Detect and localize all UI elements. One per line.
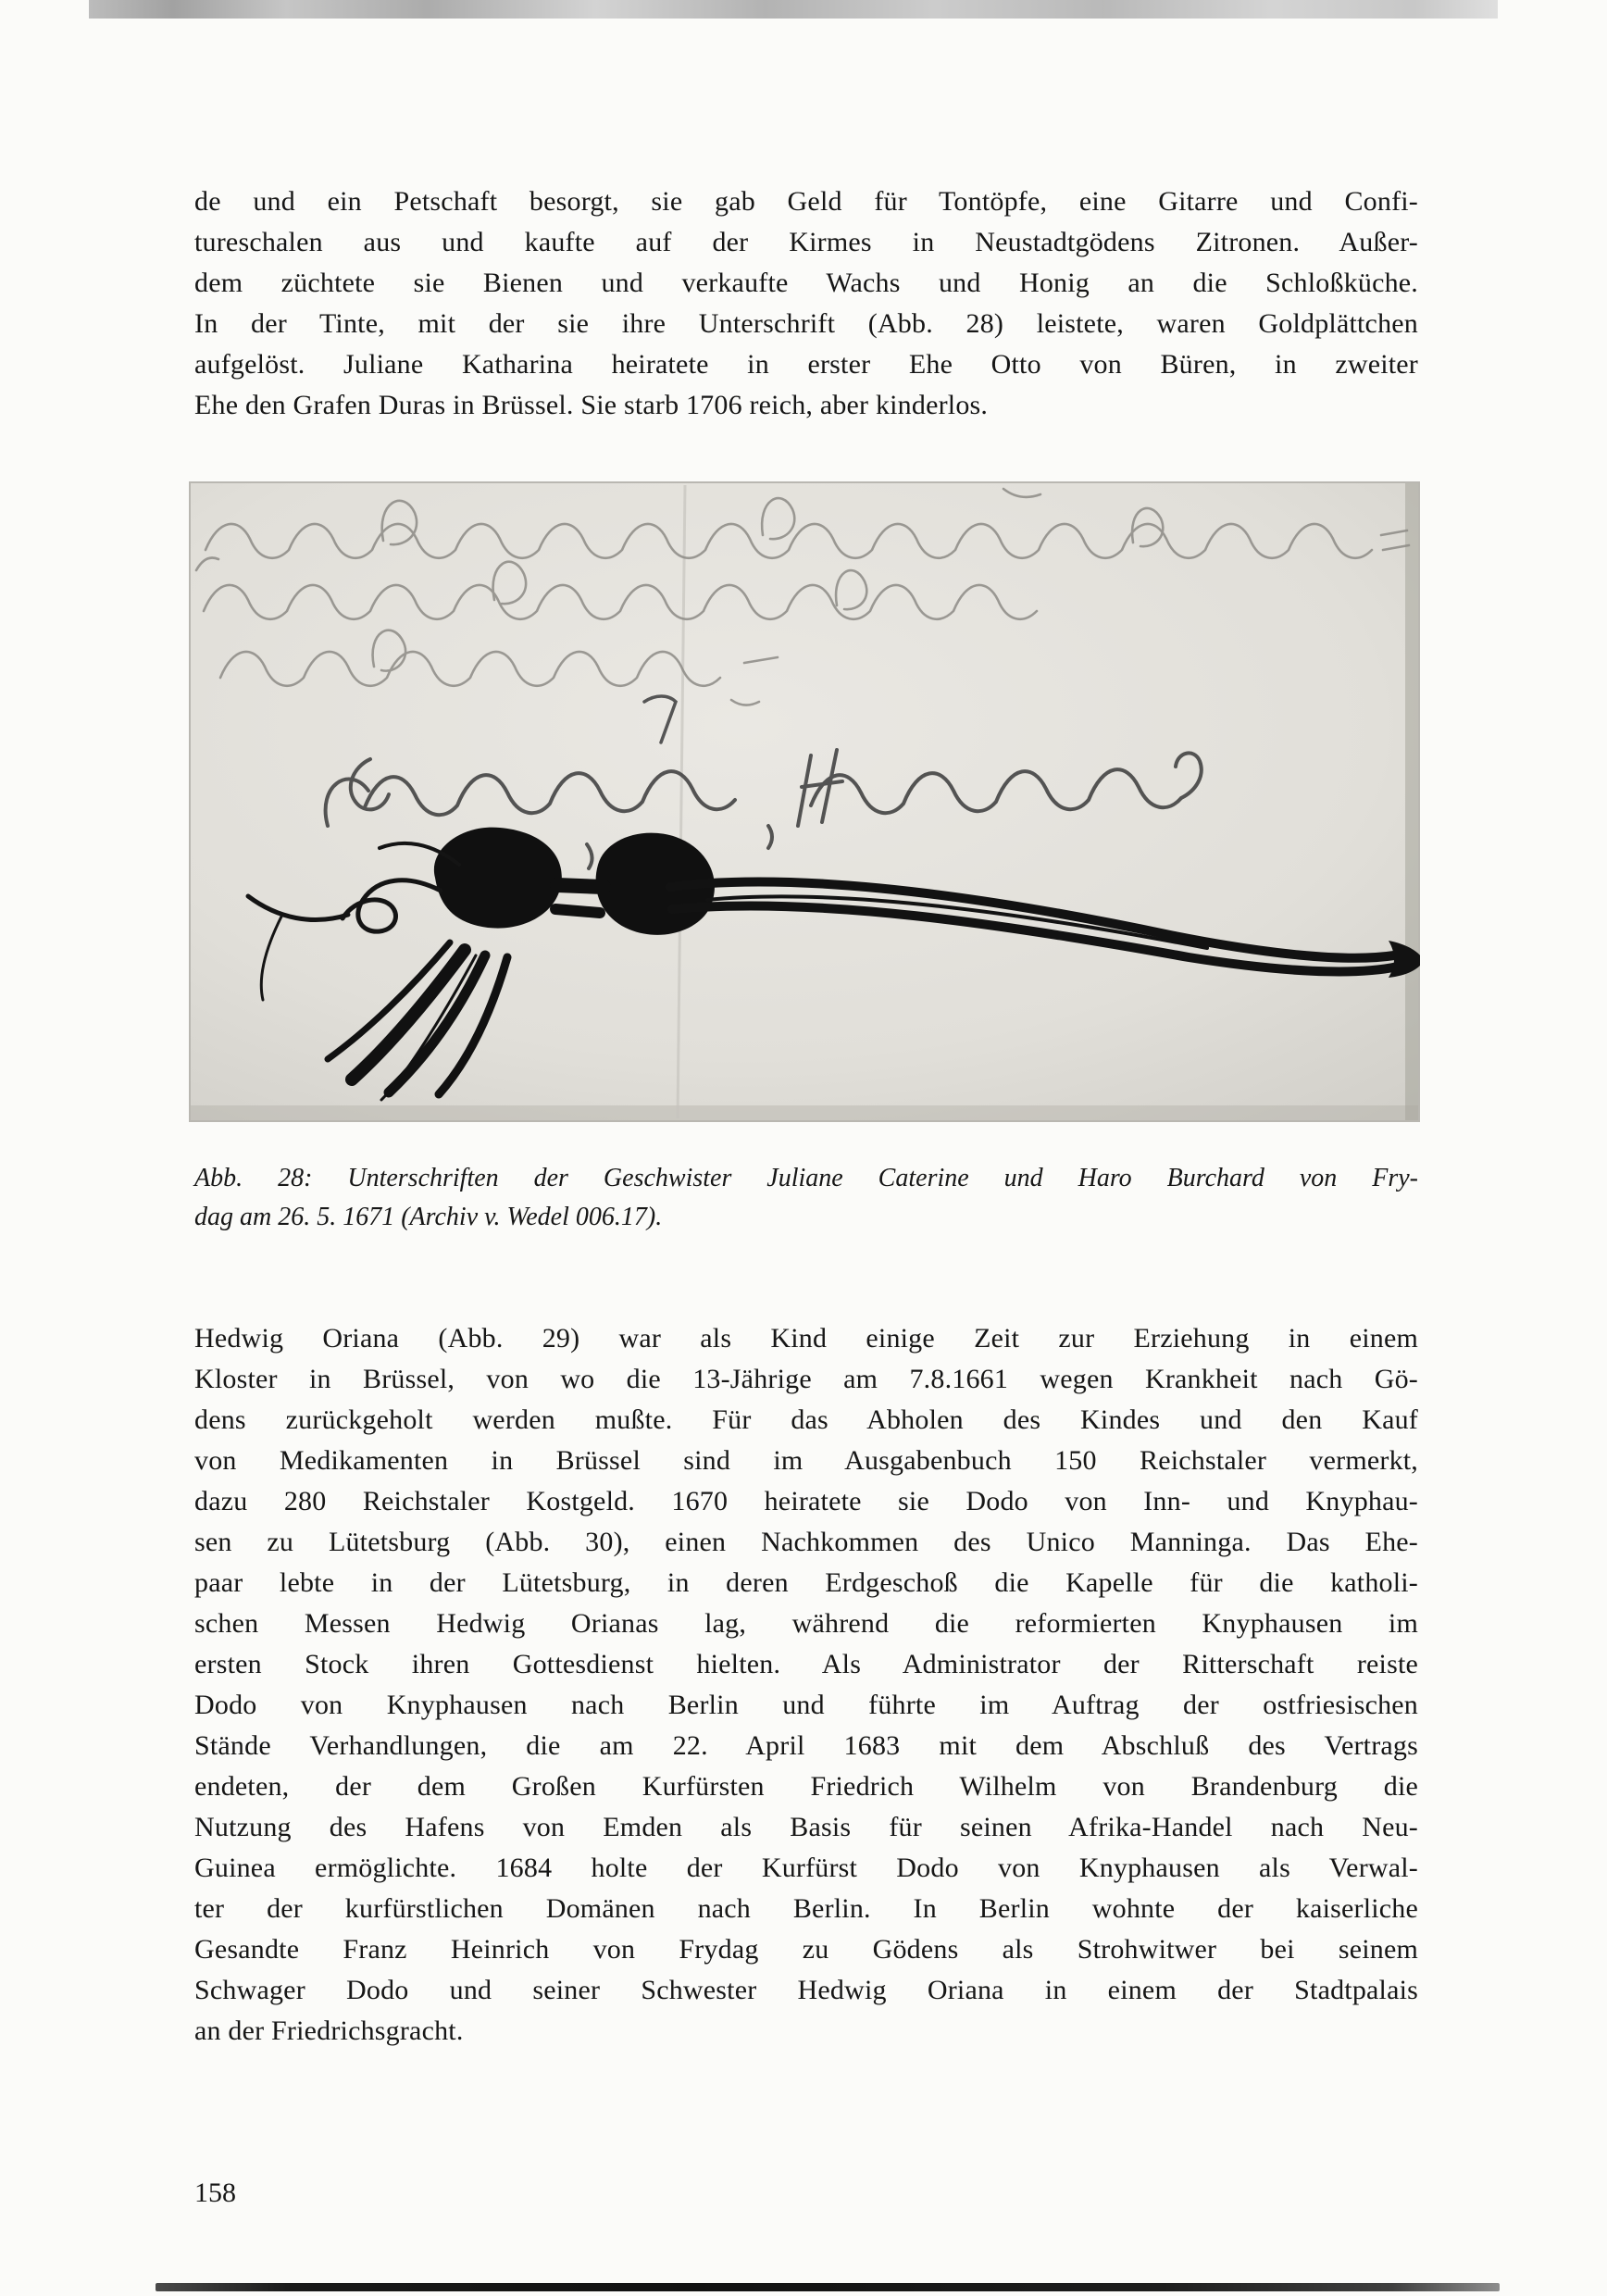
text-line: Hedwig Oriana (Abb. 29) war als Kind einige Zeit zur Erziehung in einem (194, 1323, 1418, 1354)
text-line: Abb. 28: Unterschriften der Geschwister Juliane Caterine und Haro Burchard von Fry- (194, 1164, 1418, 1192)
text-line: Ehe den Grafen Duras in Brüssel. Sie starb 1706 reich, aber kinderlos. (194, 390, 989, 420)
text-line: de und ein Petschaft besorgt, sie gab Geld für Tontöpfe, eine Gitarre und Confi- (194, 186, 1418, 217)
page-number: 158 (194, 2177, 236, 2208)
text-line: paar lebte in der Lütetsburg, in deren Erdgeschoß die Kapelle für die katholi- (194, 1567, 1418, 1598)
paragraph-2 (194, 1318, 1418, 2052)
text-line: an der Friedrichsgracht. (194, 2015, 464, 2046)
paragraph-1 (194, 181, 1418, 426)
text-line: In der Tinte, mit der sie ihre Unterschrift (Abb. 28) leistete, waren Goldplättchen (194, 308, 1418, 339)
text-line: von Medikamenten in Brüssel sind im Ausgabenbuch 150 Reichstaler vermerkt, (194, 1445, 1418, 1476)
photo-right-shadow (1405, 481, 1420, 1122)
text-line: dem züchtete sie Bienen und verkaufte Wachs und Honig an die Schloßküche. (194, 268, 1418, 298)
scan-artifact-bottom (156, 2283, 1500, 2291)
text-line: ter der kurfürstlichen Domänen nach Berlin. In Berlin wohnte der kaiserliche (194, 1893, 1418, 1924)
text-line: tureschalen aus und kaufte auf der Kirmes in Neustadtgödens Zitronen. Außer- (194, 227, 1418, 257)
figure-abb-28 (189, 481, 1420, 1122)
text-line: Nutzung des Hafens von Emden als Basis für seinen Afrika-Handel nach Neu- (194, 1812, 1418, 1842)
text-line: dens zurückgeholt werden mußte. Für das Abholen des Kindes und den Kauf (194, 1404, 1418, 1435)
text-line: schen Messen Hedwig Orianas lag, während die reformierten Knyphausen im (194, 1608, 1418, 1639)
figure-caption (194, 1159, 1418, 1237)
text-line: dag am 26. 5. 1671 (Archiv v. Wedel 006.17). (194, 1203, 663, 1231)
photo-bottom-shadow (189, 1105, 1420, 1122)
text-line: ersten Stock ihren Gottesdienst hielten. Als Administrator der Ritterschaft reiste (194, 1649, 1418, 1679)
text-line: Gesandte Franz Heinrich von Frydag zu Gödens als Strohwitwer bei seinem (194, 1934, 1418, 1965)
text-line: Stände Verhandlungen, die am 22. April 1683 mit dem Abschluß des Vertrags (194, 1730, 1418, 1761)
text-line: endeten, der dem Großen Kurfürsten Friedrich Wilhelm von Brandenburg die (194, 1771, 1418, 1802)
text-line: Kloster in Brüssel, von wo die 13-Jährige am 7.8.1661 wegen Krankheit nach Gö- (194, 1364, 1418, 1394)
text-line: Dodo von Knyphausen nach Berlin und führte im Auftrag der ostfriesischen (194, 1690, 1418, 1720)
seal-photo (189, 481, 1420, 1122)
text-line: aufgelöst. Juliane Katharina heiratete in erster Ehe Otto von Büren, in zweiter (194, 349, 1418, 380)
text-line: Schwager Dodo und seiner Schwester Hedwig Oriana in einem der Stadtpalais (194, 1975, 1418, 2005)
text-line: sen zu Lütetsburg (Abb. 30), einen Nachkommen des Unico Manninga. Das Ehe- (194, 1527, 1418, 1557)
scan-artifact-top (89, 0, 1498, 19)
text-line: Guinea ermöglichte. 1684 holte der Kurfürst Dodo von Knyphausen als Verwal- (194, 1853, 1418, 1883)
wax-seal-left (434, 828, 562, 929)
text-line: dazu 280 Reichstaler Kostgeld. 1670 heiratete sie Dodo von Inn- und Knyphau- (194, 1486, 1418, 1516)
